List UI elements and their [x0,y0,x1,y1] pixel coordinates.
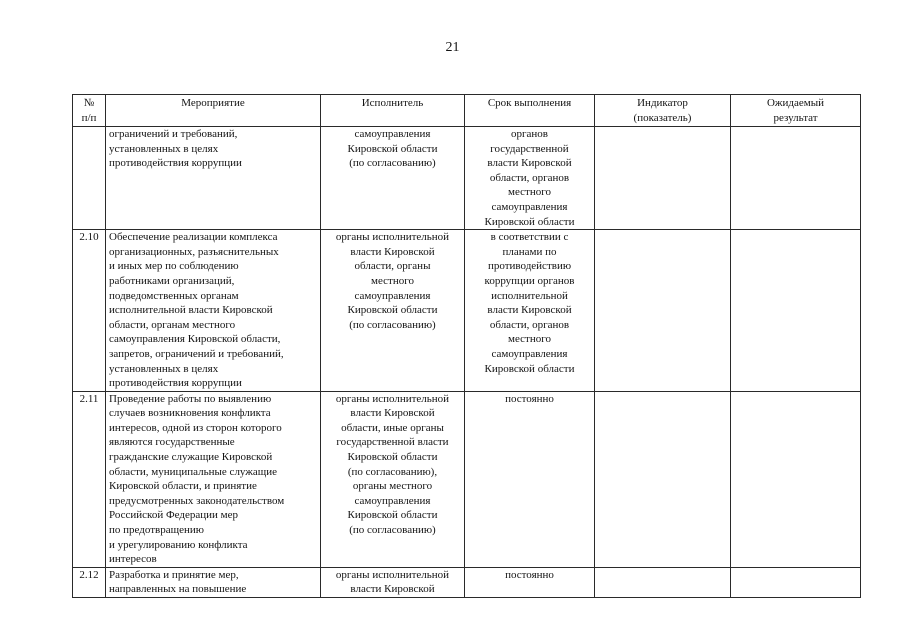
cell-executor: органы исполнительной власти Кировской области, органы местного самоуправления Кировской области (по согласованию) [321,230,465,392]
cell-event: Разработка и принятие мер, направленных на повышение [106,567,321,597]
table-header-row [73,95,861,127]
cell-result [731,127,861,230]
cell-num: 2.11 [73,391,106,567]
header-executor: Исполнитель [321,95,465,127]
cell-event: Проведение работы по выявлению случаев возникновения конфликта интересов, одной из сторон которого являются государственные гражданские служащие Кировской области, муниципальные служащие Кировской области, и принятие предусмотренных законодательством Российской Федерации мер по предотвращению и урегулированию конфликта интересов [106,391,321,567]
header-event: Мероприятие [106,95,321,127]
cell-indicator [595,127,731,230]
table-row [73,230,861,392]
page-number: 21 [445,40,460,55]
cell-num: 2.10 [73,230,106,392]
header-result: Ожидаемый результат [731,95,861,127]
cell-indicator [595,230,731,392]
measures-table [72,94,861,598]
cell-executor: органы исполнительной власти Кировской области, иные органы государственной власти Кировской области (по согласованию), органы местного самоуправления Кировской области (по согласованию) [321,391,465,567]
cell-event: ограничений и требований, установленных в целях противодействия коррупции [106,127,321,230]
cell-term: постоянно [465,567,595,597]
cell-term: постоянно [465,391,595,567]
cell-term: органов государственной власти Кировской области, органов местного самоуправления Кировской области [465,127,595,230]
cell-indicator [595,567,731,597]
cell-executor: органы исполнительной власти Кировской [321,567,465,597]
table-row [73,391,861,567]
cell-term: в соответствии с планами по противодействию коррупции органов исполнительной власти Кировской области, органов местного самоуправления Кировской области [465,230,595,392]
cell-num: 2.12 [73,567,106,597]
cell-executor: самоуправления Кировской области (по согласованию) [321,127,465,230]
table-row [73,127,861,230]
cell-result [731,567,861,597]
cell-indicator [595,391,731,567]
cell-result [731,230,861,392]
cell-result [731,391,861,567]
cell-num [73,127,106,230]
table-row [73,567,861,597]
cell-event: Обеспечение реализации комплекса организационных, разъяснительных и иных мер по соблюдению работниками организаций, подведомственных органам исполнительной власти Кировской области, органам местного самоуправления Кировской области, запретов, ограничений и требований, установленных в целях противодействия коррупции [106,230,321,392]
header-term: Срок выполнения [465,95,595,127]
header-num: № п/п [73,95,106,127]
header-indicator: Индикатор (показатель) [595,95,731,127]
